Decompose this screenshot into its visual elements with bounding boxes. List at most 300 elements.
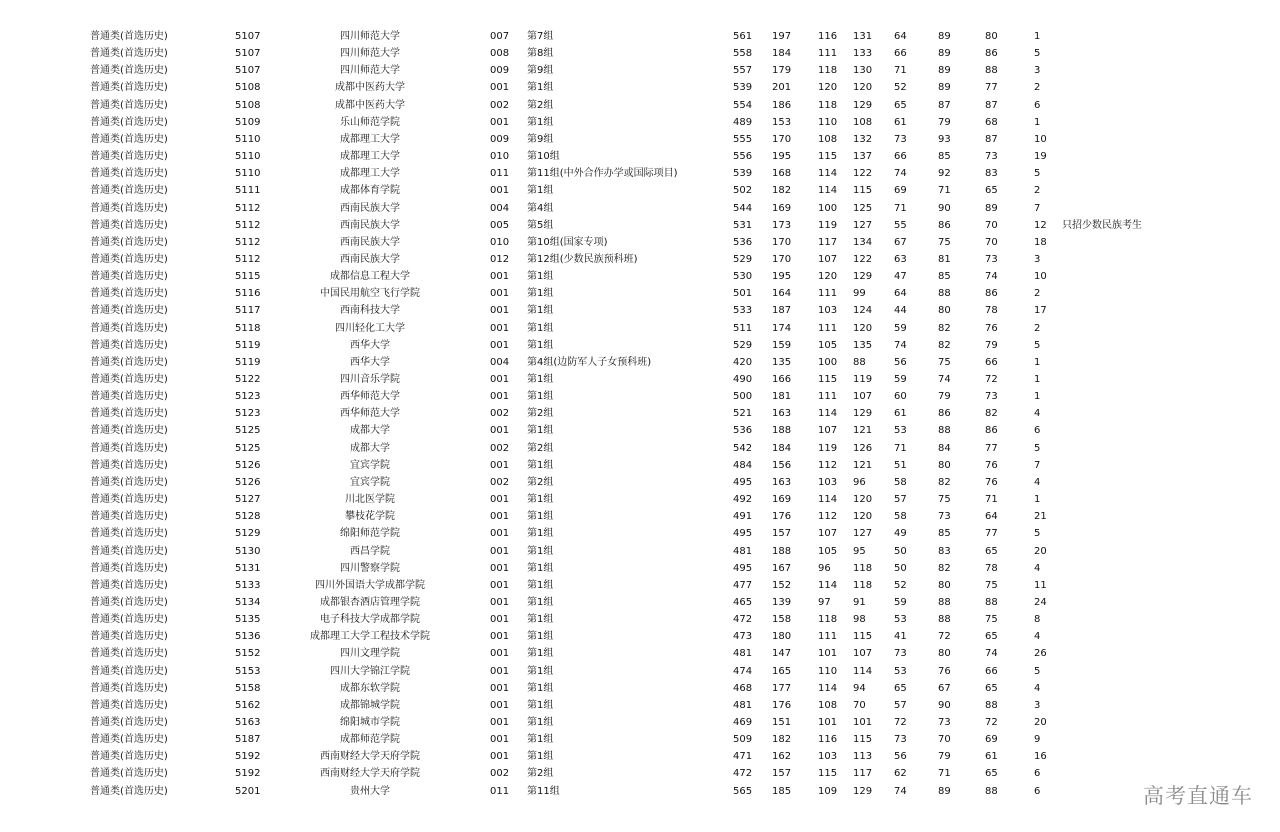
subject-score-cell: 112 — [818, 459, 838, 471]
group-name-cell: 第9组 — [527, 65, 554, 77]
subject-score-cell: 74 — [894, 785, 907, 797]
group-code-cell: 001 — [490, 648, 510, 660]
group-code-cell: 010 — [490, 236, 510, 248]
category-cell: 普通类(首选历史) — [90, 185, 168, 197]
subject-score-cell: 195 — [772, 271, 792, 283]
subject-score-cell: 84 — [938, 442, 951, 454]
subject-score-cell: 64 — [894, 288, 907, 300]
table-row — [0, 114, 1280, 131]
school-code-cell: 5134 — [235, 596, 261, 608]
subject-score-cell: 151 — [772, 717, 792, 728]
group-code-cell: 001 — [490, 288, 510, 300]
school-name-cell: 成都锦城学院 — [340, 699, 400, 711]
school-code-cell: 5118 — [235, 322, 261, 334]
table-row — [0, 337, 1280, 354]
subject-score-cell: 108 — [818, 699, 838, 711]
admitted-count-cell: 2 — [1034, 82, 1041, 94]
school-code-cell: 5126 — [235, 476, 261, 488]
subject-score-cell: 59 — [894, 374, 907, 385]
subject-score-cell: 114 — [853, 665, 873, 677]
subject-score-cell: 62 — [894, 768, 907, 780]
subject-score-cell: 53 — [894, 614, 907, 626]
subject-score-cell: 119 — [818, 442, 838, 454]
subject-score-cell: 73 — [938, 717, 951, 728]
subject-score-cell: 114 — [818, 168, 838, 180]
min-score-cell: 544 — [733, 202, 753, 214]
subject-score-cell: 122 — [853, 253, 873, 265]
admitted-count-cell: 17 — [1034, 305, 1047, 317]
subject-score-cell: 88 — [985, 596, 998, 608]
school-code-cell: 5112 — [235, 253, 261, 265]
admitted-count-cell: 10 — [1034, 133, 1047, 145]
subject-score-cell: 74 — [985, 271, 998, 283]
table-row — [0, 79, 1280, 96]
admitted-count-cell: 5 — [1034, 48, 1041, 60]
table-row — [0, 680, 1280, 697]
school-name-cell: 绵阳城市学院 — [340, 717, 400, 728]
group-code-cell: 001 — [490, 425, 510, 437]
subject-score-cell: 130 — [853, 65, 873, 77]
subject-score-cell: 116 — [818, 734, 838, 746]
school-name-cell: 西华师范大学 — [340, 408, 400, 420]
admitted-count-cell: 9 — [1034, 734, 1041, 746]
subject-score-cell: 77 — [985, 528, 998, 540]
group-code-cell: 001 — [490, 185, 510, 197]
subject-score-cell: 195 — [772, 151, 792, 162]
category-cell: 普通类(首选历史) — [90, 116, 168, 128]
subject-score-cell: 78 — [985, 562, 998, 574]
subject-score-cell: 100 — [818, 356, 838, 368]
category-cell: 普通类(首选历史) — [90, 374, 168, 385]
category-cell: 普通类(首选历史) — [90, 408, 168, 420]
admitted-count-cell: 1 — [1034, 31, 1041, 42]
school-code-cell: 5126 — [235, 459, 261, 471]
subject-score-cell: 72 — [985, 374, 998, 385]
subject-score-cell: 188 — [772, 545, 792, 557]
school-code-cell: 5133 — [235, 579, 261, 591]
min-score-cell: 501 — [733, 288, 753, 300]
subject-score-cell: 69 — [894, 185, 907, 197]
subject-score-cell: 86 — [985, 425, 998, 437]
school-code-cell: 5136 — [235, 631, 261, 643]
group-name-cell: 第2组 — [527, 476, 554, 488]
group-name-cell: 第1组 — [527, 545, 554, 557]
subject-score-cell: 86 — [985, 48, 998, 60]
subject-score-cell: 120 — [853, 82, 873, 94]
school-name-cell: 成都大学 — [350, 425, 390, 437]
subject-score-cell: 103 — [818, 305, 838, 317]
school-name-cell: 西南民族大学 — [340, 236, 400, 248]
group-name-cell: 第4组(边防军人子女预科班) — [527, 356, 652, 368]
min-score-cell: 481 — [733, 545, 753, 557]
school-name-cell: 四川大学锦江学院 — [330, 665, 410, 677]
subject-score-cell: 50 — [894, 562, 907, 574]
subject-score-cell: 80 — [938, 579, 951, 591]
subject-score-cell: 170 — [772, 133, 792, 145]
school-code-cell: 5109 — [235, 116, 261, 128]
school-code-cell: 5162 — [235, 699, 261, 711]
subject-score-cell: 176 — [772, 511, 792, 523]
subject-score-cell: 118 — [818, 99, 838, 111]
group-name-cell: 第11组(中外合作办学或国际项目) — [527, 168, 678, 180]
school-name-cell: 中国民用航空飞行学院 — [320, 288, 420, 300]
group-name-cell: 第12组(少数民族预科班) — [527, 253, 638, 265]
admitted-count-cell: 5 — [1034, 528, 1041, 540]
school-code-cell: 5112 — [235, 219, 261, 231]
category-cell: 普通类(首选历史) — [90, 528, 168, 540]
subject-score-cell: 65 — [985, 185, 998, 197]
subject-score-cell: 107 — [818, 253, 838, 265]
subject-score-cell: 124 — [853, 305, 873, 317]
group-code-cell: 001 — [490, 734, 510, 746]
subject-score-cell: 71 — [894, 65, 907, 77]
min-score-cell: 474 — [733, 665, 753, 677]
group-code-cell: 001 — [490, 374, 510, 385]
subject-score-cell: 44 — [894, 305, 907, 317]
category-cell: 普通类(首选历史) — [90, 665, 168, 677]
subject-score-cell: 41 — [894, 631, 907, 643]
subject-score-cell: 103 — [818, 476, 838, 488]
subject-score-cell: 67 — [894, 236, 907, 248]
group-code-cell: 001 — [490, 562, 510, 574]
subject-score-cell: 169 — [772, 494, 792, 505]
subject-score-cell: 73 — [985, 253, 998, 265]
group-code-cell: 008 — [490, 48, 510, 60]
subject-score-cell: 111 — [818, 631, 838, 643]
subject-score-cell: 156 — [772, 459, 792, 471]
admitted-count-cell: 16 — [1034, 751, 1047, 763]
category-cell: 普通类(首选历史) — [90, 511, 168, 523]
subject-score-cell: 83 — [985, 168, 998, 180]
subject-score-cell: 73 — [985, 391, 998, 403]
subject-score-cell: 135 — [853, 339, 873, 351]
table-row — [0, 45, 1280, 62]
group-name-cell: 第1组 — [527, 288, 554, 300]
admitted-count-cell: 24 — [1034, 596, 1047, 608]
admitted-count-cell: 20 — [1034, 545, 1047, 557]
table-row — [0, 131, 1280, 148]
subject-score-cell: 107 — [818, 528, 838, 540]
subject-score-cell: 116 — [818, 31, 838, 42]
school-name-cell: 西南民族大学 — [340, 219, 400, 231]
category-cell: 普通类(首选历史) — [90, 48, 168, 60]
category-cell: 普通类(首选历史) — [90, 339, 168, 351]
subject-score-cell: 89 — [985, 202, 998, 214]
category-cell: 普通类(首选历史) — [90, 459, 168, 471]
subject-score-cell: 82 — [938, 339, 951, 351]
min-score-cell: 529 — [733, 339, 753, 351]
admitted-count-cell: 12 — [1034, 219, 1047, 231]
school-name-cell: 成都理工大学 — [340, 168, 400, 180]
subject-score-cell: 120 — [853, 322, 873, 334]
subject-score-cell: 51 — [894, 459, 907, 471]
subject-score-cell: 58 — [894, 476, 907, 488]
subject-score-cell: 120 — [818, 271, 838, 283]
subject-score-cell: 201 — [772, 82, 792, 94]
subject-score-cell: 67 — [938, 682, 951, 694]
subject-score-cell: 159 — [772, 339, 792, 351]
category-cell: 普通类(首选历史) — [90, 682, 168, 694]
school-code-cell: 5130 — [235, 545, 261, 557]
subject-score-cell: 53 — [894, 425, 907, 437]
admitted-count-cell: 4 — [1034, 476, 1041, 488]
admitted-count-cell: 6 — [1034, 425, 1041, 437]
subject-score-cell: 89 — [938, 785, 951, 797]
category-cell: 普通类(首选历史) — [90, 631, 168, 643]
subject-score-cell: 137 — [853, 151, 873, 162]
subject-score-cell: 184 — [772, 442, 792, 454]
category-cell: 普通类(首选历史) — [90, 356, 168, 368]
school-code-cell: 5125 — [235, 425, 261, 437]
subject-score-cell: 47 — [894, 271, 907, 283]
school-code-cell: 5152 — [235, 648, 261, 660]
table-row — [0, 474, 1280, 491]
group-code-cell: 001 — [490, 751, 510, 763]
category-cell: 普通类(首选历史) — [90, 219, 168, 231]
table-row — [0, 611, 1280, 628]
subject-score-cell: 164 — [772, 288, 792, 300]
min-score-cell: 556 — [733, 151, 753, 162]
subject-score-cell: 73 — [894, 133, 907, 145]
group-name-cell: 第1组 — [527, 562, 554, 574]
min-score-cell: 484 — [733, 459, 753, 471]
subject-score-cell: 68 — [985, 116, 998, 128]
subject-score-cell: 88 — [938, 596, 951, 608]
group-name-cell: 第1组 — [527, 511, 554, 523]
school-name-cell: 宜宾学院 — [350, 459, 390, 471]
school-name-cell: 成都中医药大学 — [335, 82, 405, 94]
group-name-cell: 第1组 — [527, 579, 554, 591]
subject-score-cell: 65 — [985, 768, 998, 780]
category-cell: 普通类(首选历史) — [90, 562, 168, 574]
school-name-cell: 四川音乐学院 — [340, 374, 400, 385]
group-code-cell: 002 — [490, 99, 510, 111]
table-row — [0, 388, 1280, 405]
subject-score-cell: 99 — [853, 288, 866, 300]
subject-score-cell: 120 — [853, 494, 873, 505]
group-name-cell: 第1组 — [527, 271, 554, 283]
subject-score-cell: 71 — [985, 494, 998, 505]
subject-score-cell: 185 — [772, 785, 792, 797]
subject-score-cell: 118 — [853, 562, 873, 574]
group-code-cell: 001 — [490, 545, 510, 557]
school-code-cell: 5112 — [235, 202, 261, 214]
category-cell: 普通类(首选历史) — [90, 82, 168, 94]
category-cell: 普通类(首选历史) — [90, 476, 168, 488]
category-cell: 普通类(首选历史) — [90, 65, 168, 77]
group-name-cell: 第11组 — [527, 785, 560, 797]
school-name-cell: 西南民族大学 — [340, 253, 400, 265]
group-name-cell: 第1组 — [527, 734, 554, 746]
group-code-cell: 001 — [490, 614, 510, 626]
subject-score-cell: 87 — [938, 99, 951, 111]
group-code-cell: 012 — [490, 253, 510, 265]
group-name-cell: 第1组 — [527, 322, 554, 334]
table-row — [0, 457, 1280, 474]
subject-score-cell: 115 — [818, 151, 838, 162]
category-cell: 普通类(首选历史) — [90, 614, 168, 626]
table-row — [0, 765, 1280, 782]
group-name-cell: 第1组 — [527, 699, 554, 711]
admitted-count-cell: 7 — [1034, 459, 1041, 471]
min-score-cell: 533 — [733, 305, 753, 317]
subject-score-cell: 121 — [853, 425, 873, 437]
subject-score-cell: 111 — [818, 391, 838, 403]
subject-score-cell: 105 — [818, 545, 838, 557]
subject-score-cell: 49 — [894, 528, 907, 540]
school-name-cell: 成都中医药大学 — [335, 99, 405, 111]
group-code-cell: 002 — [490, 408, 510, 420]
subject-score-cell: 74 — [894, 339, 907, 351]
min-score-cell: 495 — [733, 562, 753, 574]
subject-score-cell: 65 — [985, 545, 998, 557]
group-name-cell: 第4组 — [527, 202, 554, 214]
subject-score-cell: 80 — [938, 459, 951, 471]
category-cell: 普通类(首选历史) — [90, 133, 168, 145]
min-score-cell: 500 — [733, 391, 753, 403]
school-code-cell: 5163 — [235, 717, 261, 728]
min-score-cell: 521 — [733, 408, 753, 420]
min-score-cell: 469 — [733, 717, 753, 728]
school-code-cell: 5119 — [235, 339, 261, 351]
table-row — [0, 697, 1280, 714]
group-name-cell: 第2组 — [527, 442, 554, 454]
table-row — [0, 422, 1280, 439]
group-code-cell: 001 — [490, 116, 510, 128]
subject-score-cell: 170 — [772, 236, 792, 248]
subject-score-cell: 110 — [818, 116, 838, 128]
table-row — [0, 62, 1280, 79]
table-row — [0, 645, 1280, 662]
category-cell: 普通类(首选历史) — [90, 699, 168, 711]
subject-score-cell: 182 — [772, 185, 792, 197]
admitted-count-cell: 11 — [1034, 579, 1047, 591]
school-code-cell: 5111 — [235, 185, 261, 197]
subject-score-cell: 127 — [853, 528, 873, 540]
subject-score-cell: 90 — [938, 202, 951, 214]
subject-score-cell: 162 — [772, 751, 792, 763]
admitted-count-cell: 6 — [1034, 768, 1041, 780]
subject-score-cell: 163 — [772, 408, 792, 420]
category-cell: 普通类(首选历史) — [90, 717, 168, 728]
group-name-cell: 第1组 — [527, 494, 554, 505]
subject-score-cell: 85 — [938, 528, 951, 540]
table-row — [0, 251, 1280, 268]
admitted-count-cell: 7 — [1034, 202, 1041, 214]
subject-score-cell: 177 — [772, 682, 792, 694]
category-cell: 普通类(首选历史) — [90, 751, 168, 763]
school-name-cell: 成都理工大学工程技术学院 — [310, 631, 430, 643]
subject-score-cell: 78 — [985, 305, 998, 317]
table-row — [0, 268, 1280, 285]
min-score-cell: 530 — [733, 271, 753, 283]
subject-score-cell: 66 — [894, 151, 907, 162]
min-score-cell: 542 — [733, 442, 753, 454]
subject-score-cell: 167 — [772, 562, 792, 574]
subject-score-cell: 61 — [894, 116, 907, 128]
school-name-cell: 成都银杏酒店管理学院 — [320, 596, 420, 608]
school-code-cell: 5192 — [235, 768, 261, 780]
school-code-cell: 5110 — [235, 168, 261, 180]
subject-score-cell: 75 — [985, 579, 998, 591]
table-row — [0, 577, 1280, 594]
subject-score-cell: 88 — [938, 288, 951, 300]
group-name-cell: 第8组 — [527, 48, 554, 60]
subject-score-cell: 52 — [894, 82, 907, 94]
subject-score-cell: 88 — [853, 356, 866, 368]
subject-score-cell: 115 — [818, 768, 838, 780]
admitted-count-cell: 5 — [1034, 339, 1041, 351]
group-code-cell: 001 — [490, 717, 510, 728]
admitted-count-cell: 4 — [1034, 562, 1041, 574]
subject-score-cell: 81 — [938, 253, 951, 265]
school-name-cell: 四川文理学院 — [340, 648, 400, 660]
group-code-cell: 001 — [490, 631, 510, 643]
subject-score-cell: 115 — [853, 734, 873, 746]
group-code-cell: 007 — [490, 31, 510, 42]
admitted-count-cell: 1 — [1034, 391, 1041, 403]
min-score-cell: 492 — [733, 494, 753, 505]
subject-score-cell: 87 — [985, 133, 998, 145]
admitted-count-cell: 4 — [1034, 408, 1041, 420]
category-cell: 普通类(首选历史) — [90, 151, 168, 162]
table-row — [0, 491, 1280, 508]
table-row — [0, 234, 1280, 251]
subject-score-cell: 121 — [853, 459, 873, 471]
subject-score-cell: 108 — [818, 133, 838, 145]
note-cell: 只招少数民族考生 — [1062, 219, 1142, 231]
category-cell: 普通类(首选历史) — [90, 391, 168, 403]
subject-score-cell: 117 — [818, 236, 838, 248]
school-name-cell: 西华大学 — [350, 356, 390, 368]
table-row — [0, 182, 1280, 199]
category-cell: 普通类(首选历史) — [90, 288, 168, 300]
admitted-count-cell: 1 — [1034, 374, 1041, 385]
group-code-cell: 001 — [490, 271, 510, 283]
subject-score-cell: 114 — [818, 579, 838, 591]
subject-score-cell: 96 — [818, 562, 831, 574]
group-name-cell: 第1组 — [527, 751, 554, 763]
subject-score-cell: 88 — [938, 425, 951, 437]
group-code-cell: 002 — [490, 476, 510, 488]
group-name-cell: 第10组(国家专项) — [527, 236, 608, 248]
group-name-cell: 第1组 — [527, 82, 554, 94]
subject-score-cell: 89 — [938, 31, 951, 42]
admitted-count-cell: 5 — [1034, 442, 1041, 454]
min-score-cell: 472 — [733, 768, 753, 780]
min-score-cell: 511 — [733, 322, 753, 334]
category-cell: 普通类(首选历史) — [90, 648, 168, 660]
subject-score-cell: 107 — [853, 391, 873, 403]
school-name-cell: 西华大学 — [350, 339, 390, 351]
subject-score-cell: 115 — [818, 374, 838, 385]
subject-score-cell: 89 — [938, 65, 951, 77]
school-name-cell: 四川师范大学 — [340, 48, 400, 60]
subject-score-cell: 101 — [818, 648, 838, 660]
subject-score-cell: 59 — [894, 322, 907, 334]
subject-score-cell: 166 — [772, 374, 792, 385]
subject-score-cell: 105 — [818, 339, 838, 351]
min-score-cell: 565 — [733, 785, 753, 797]
subject-score-cell: 120 — [818, 82, 838, 94]
admitted-count-cell: 1 — [1034, 116, 1041, 128]
group-name-cell: 第5组 — [527, 219, 554, 231]
subject-score-cell: 56 — [894, 751, 907, 763]
group-code-cell: 011 — [490, 168, 510, 180]
subject-score-cell: 76 — [985, 459, 998, 471]
subject-score-cell: 188 — [772, 425, 792, 437]
subject-score-cell: 89 — [938, 48, 951, 60]
